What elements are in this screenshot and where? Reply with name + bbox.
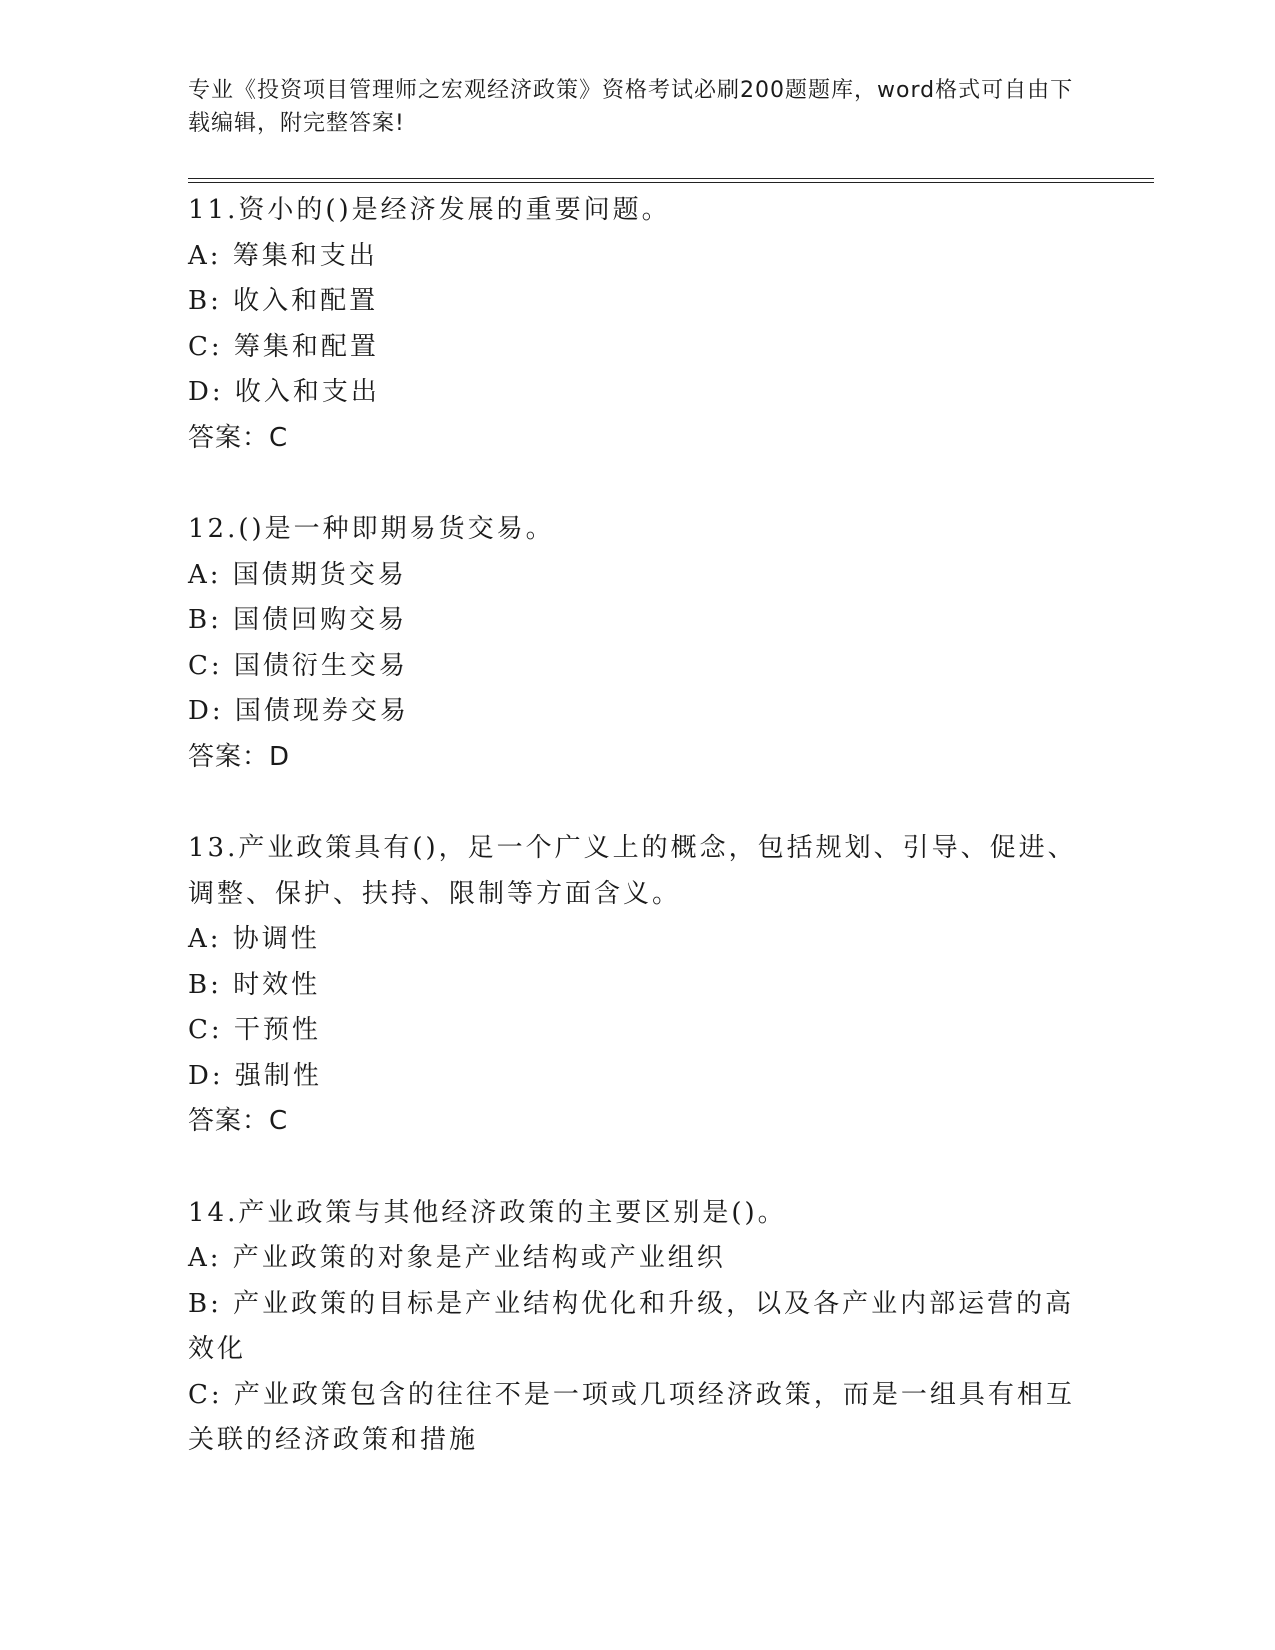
option-c: C: 干预性 xyxy=(188,1015,321,1045)
option-c: C: 国债衍生交易 xyxy=(188,650,408,681)
option-d: D: 收入和支出 xyxy=(188,377,380,407)
question-stem: 11.资小的()是经济发展的重要问题。 xyxy=(188,195,671,225)
option-b: B: 收入和配置 xyxy=(188,286,379,316)
question-stem: 14.产业政策与其他经济政策的主要区别是()。 xyxy=(188,1197,787,1228)
option-d: D: 国债现券交易 xyxy=(188,696,409,726)
answer-line: 答案：C xyxy=(188,422,289,453)
question-12 xyxy=(188,507,1088,780)
option-a: A: 国债期货交易 xyxy=(188,559,407,590)
option-b: B: 时效性 xyxy=(188,969,321,1000)
question-stem: 13.产业政策具有()，足一个广义上的概念，包括规划、引导、促进、调整、保护、扶持、限制等方面含义。 xyxy=(188,833,1077,909)
question-11 xyxy=(188,188,1088,461)
option-b: B: 国债回购交易 xyxy=(188,605,408,635)
header-divider xyxy=(188,178,1154,183)
question-stem: 12.()是一种即期易货交易。 xyxy=(188,514,555,544)
option-d: D: 强制性 xyxy=(188,1060,322,1091)
option-a: A: 产业政策的对象是产业结构或产业组织 xyxy=(188,1243,726,1273)
question-14 xyxy=(188,1191,1088,1464)
answer-line: 答案：C xyxy=(188,1106,289,1136)
answer-line: 答案：D xyxy=(188,741,291,772)
option-a: A: 协调性 xyxy=(188,924,320,954)
question-list xyxy=(188,188,1088,1510)
option-c: C: 筹集和配置 xyxy=(188,331,379,362)
option-a: A: 筹集和支出 xyxy=(188,240,378,271)
question-13 xyxy=(188,826,1088,1145)
page-header: 专业《投资项目管理师之宏观经济政策》资格考试必刷200题题库，word格式可自由下载编辑，附完整答案! xyxy=(188,78,1074,136)
option-c: C: 产业政策包含的往往不是一项或几项经济政策，而是一组具有相互关联的经济政策和措施 xyxy=(188,1379,1075,1455)
option-b: B: 产业政策的目标是产业结构优化和升级，以及各产业内部运营的高效化 xyxy=(188,1288,1075,1364)
